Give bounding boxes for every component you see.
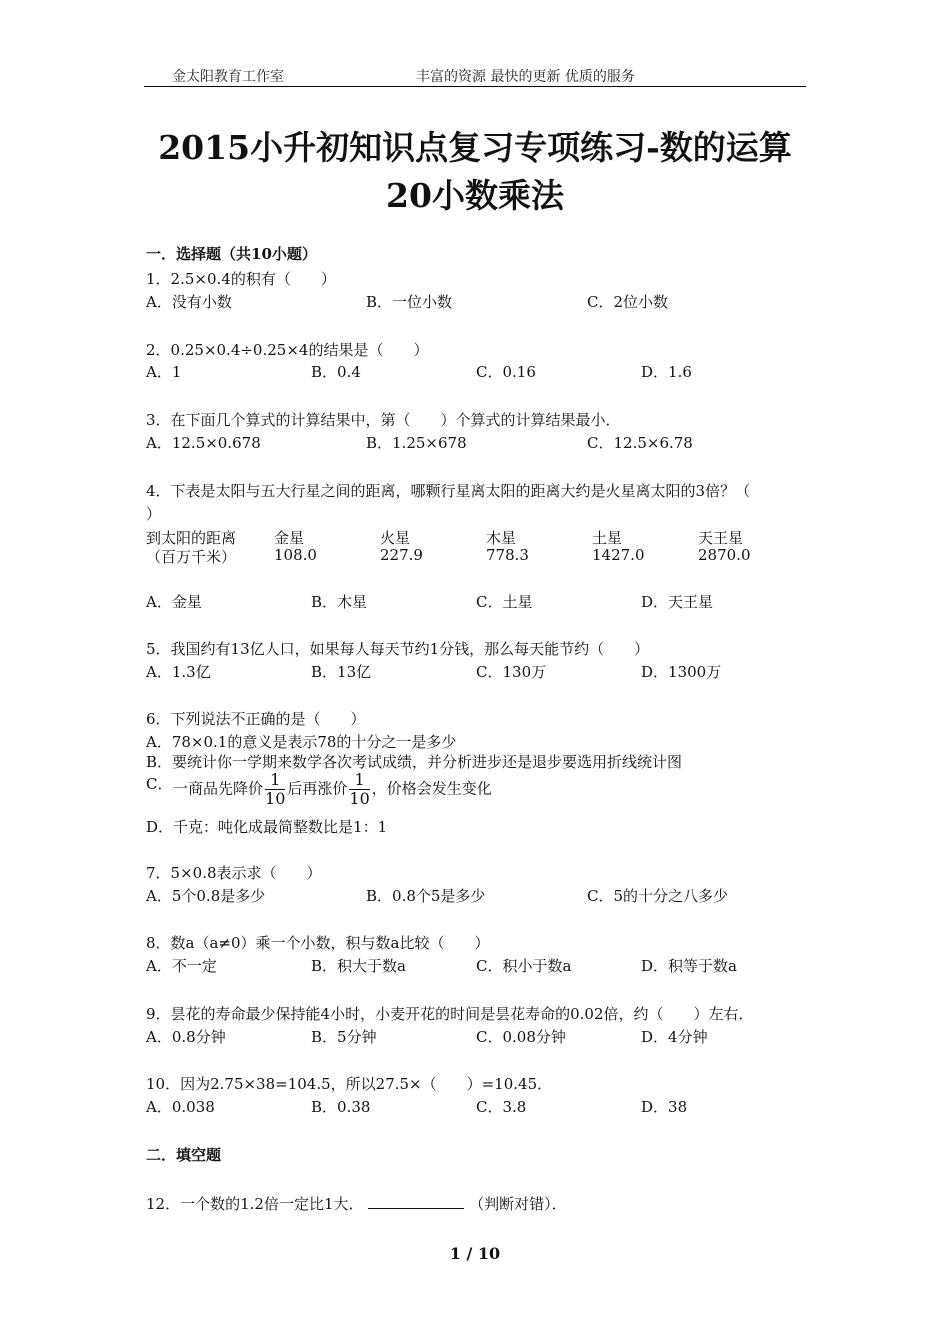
q8-option-b: B．积大于数a: [311, 957, 406, 975]
q10-option-c: C．3.8: [476, 1098, 527, 1116]
q6-c-text-3: ，价格会发生变化: [371, 779, 492, 798]
table-header-mars: 火星: [380, 529, 411, 547]
q12-text: 12．一个数的1.2倍一定比1大．: [146, 1195, 364, 1213]
q6-option-b: B．要统计你一学期来数学各次考试成绩，并分析进步还是退步要选用折线统计图: [146, 753, 683, 771]
q6-c-text-1: 一商品先降价: [173, 779, 264, 798]
header-left: 金太阳教育工作室: [172, 69, 284, 85]
question-1: 1．2.5×0.4的积有（ ）: [146, 270, 336, 288]
q9-option-a: A．0.8分钟: [146, 1028, 226, 1046]
table-header-jupiter: 木星: [486, 529, 517, 547]
table-header-uranus: 天王星: [698, 529, 744, 547]
q7-option-b: B．0.8个5是多少: [366, 887, 486, 905]
q3-option-b: B．1.25×678: [366, 434, 467, 452]
page-number: 1 / 10: [449, 1244, 501, 1263]
q2-option-c: C．0.16: [476, 363, 536, 381]
q2-option-b: B．0.4: [311, 363, 361, 381]
q5-option-b: B．13亿: [311, 663, 372, 681]
q9-option-b: B．5分钟: [311, 1028, 377, 1046]
q6-option-d: D．千克：吨化成最简整数比是1：1: [146, 818, 388, 836]
section-heading-fill: 二．填空题: [146, 1146, 222, 1164]
q7-option-a: A．5个0.8是多少: [146, 887, 266, 905]
table-row-label-1: 到太阳的距离: [146, 529, 237, 547]
q3-option-a: A．12.5×0.678: [146, 434, 261, 452]
question-10: 10．因为2.75×38=104.5，所以27.5×（ ）=10.45．: [146, 1075, 553, 1093]
q7-option-c: C．5的十分之八多少: [587, 887, 729, 905]
q5-option-c: C．130万: [476, 663, 547, 681]
q5-option-d: D．1300万: [641, 663, 722, 681]
page-title-line1: 2015小升初知识点复习专项练习-数的运算: [158, 128, 792, 167]
q6-option-c-label: C．: [146, 775, 173, 793]
table-row-label-2: （百万千米）: [146, 548, 237, 566]
fraction-numerator: 1: [349, 771, 369, 790]
q8-option-d: D．积等于数a: [641, 957, 737, 975]
q12-suffix: （判断对错）．: [469, 1195, 567, 1213]
table-value-uranus: 2870.0: [698, 546, 751, 564]
table-header-venus: 金星: [274, 529, 305, 547]
question-8: 8．数a（a≠0）乘一个小数，积与数a比较（ ）: [146, 934, 490, 952]
table-value-venus: 108.0: [274, 546, 317, 564]
q10-option-d: D．38: [641, 1098, 688, 1116]
q2-option-d: D．1.6: [641, 363, 692, 381]
header-rule: [144, 86, 806, 87]
table-header-saturn: 土星: [592, 529, 623, 547]
q4-option-d: D．天王星: [641, 593, 714, 611]
section-heading-choice: 一．选择题（共10小题）: [146, 245, 317, 263]
q6-option-c: [173, 771, 492, 808]
q3-option-c: C．12.5×6.78: [587, 434, 693, 452]
q6-c-text-2: 后再涨价: [287, 779, 348, 798]
q4-option-c: C．土星: [476, 593, 533, 611]
table-value-mars: 227.9: [380, 546, 423, 564]
q4-option-a: A．金星: [146, 593, 202, 611]
question-2: 2．0.25×0.4÷0.25×4的结果是（ ）: [146, 341, 429, 359]
question-3: 3．在下面几个算式的计算结果中，第（ ）个算式的计算结果最小．: [146, 411, 621, 429]
fraction-one-tenth: [265, 771, 285, 808]
q5-option-a: A．1.3亿: [146, 663, 211, 681]
fraction-denominator: 10: [349, 789, 370, 808]
q6-option-a: A．78×0.1的意义是表示78的十分之一是多少: [146, 733, 457, 751]
question-9: 9．昙花的寿命最少保持能4小时，小麦开花的时间是昙花寿命的0.02倍，约（ ）左右．: [146, 1005, 754, 1023]
q10-option-a: A．0.038: [146, 1098, 215, 1116]
q9-option-d: D．4分钟: [641, 1028, 708, 1046]
question-4-stem-end: ）: [146, 505, 162, 523]
q10-option-b: B．0.38: [311, 1098, 371, 1116]
fraction-numerator: 1: [265, 771, 285, 790]
q1-option-c: C．2位小数: [587, 293, 669, 311]
q8-option-c: C．积小于数a: [476, 957, 572, 975]
q2-option-a: A．1: [146, 363, 182, 381]
table-value-jupiter: 778.3: [486, 546, 529, 564]
q1-option-a: A．没有小数: [146, 293, 232, 311]
header-right: 丰富的资源 最快的更新 优质的服务: [416, 69, 635, 85]
question-4: 4．下表是太阳与五大行星之间的距离，哪颗行星离太阳的距离大约是火星离太阳的3倍？（: [146, 482, 751, 500]
question-12: [146, 1193, 567, 1214]
q4-option-b: B．木星: [311, 593, 368, 611]
q1-option-b: B．一位小数: [366, 293, 453, 311]
question-7: 7．5×0.8表示求（ ）: [146, 864, 322, 882]
q9-option-c: C．0.08分钟: [476, 1028, 566, 1046]
fraction-one-tenth: [349, 771, 369, 808]
page-title-line2: 20小数乘法: [386, 176, 564, 215]
question-5: 5．我国约有13亿人口，如果每人每天节约1分钱，那么每天能节约（ ）: [146, 640, 650, 658]
q8-option-a: A．不一定: [146, 957, 217, 975]
table-value-saturn: 1427.0: [592, 546, 645, 564]
answer-blank[interactable]: [368, 1194, 464, 1209]
question-6: 6．下列说法不正确的是（ ）: [146, 710, 366, 728]
fraction-denominator: 10: [265, 789, 286, 808]
